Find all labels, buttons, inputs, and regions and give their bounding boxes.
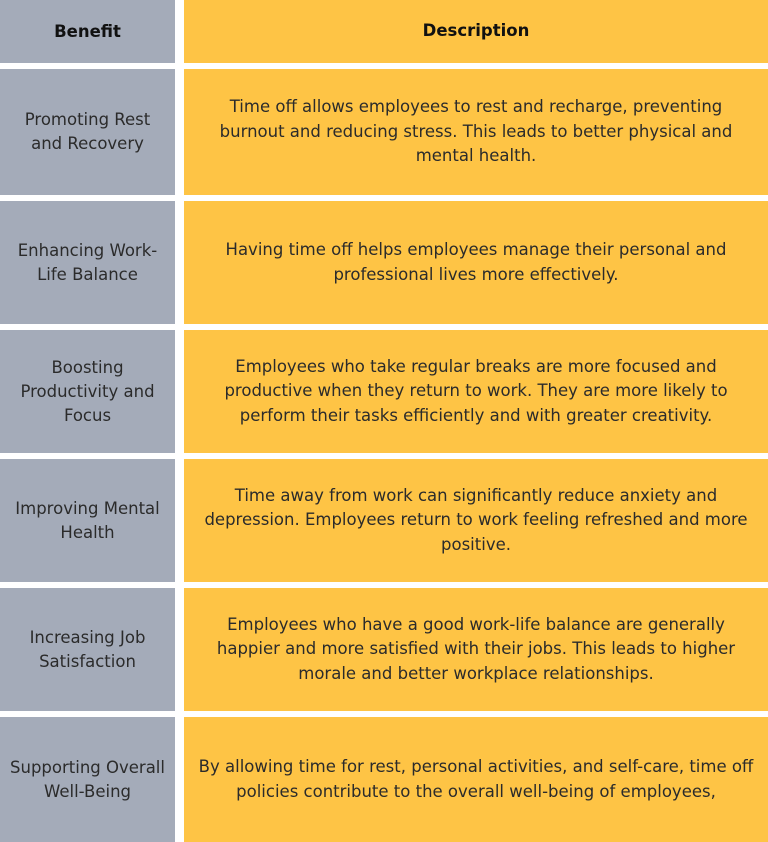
description-cell: Time off allows employees to rest and recharge, preventing burnout and reducing stress. This leads to better physical and mental health. [184,69,768,195]
benefit-cell: Increasing Job Satisfaction [0,588,175,711]
benefit-cell: Supporting Overall Well-Being [0,717,175,842]
description-cell: Time away from work can significantly reduce anxiety and depression. Employees return to work feeling refreshed and more positive. [184,459,768,582]
description-cell: By allowing time for rest, personal activities, and self-care, time off policies contribute to the overall well-being of employees, [184,717,768,842]
description-cell: Employees who have a good work-life balance are generally happier and more satisfied with their jobs. This leads to higher morale and better workplace relationships. [184,588,768,711]
benefit-cell: Boosting Productivity and Focus [0,330,175,453]
header-description: Description [184,0,768,63]
description-cell: Having time off helps employees manage their personal and professional lives more effectively. [184,201,768,324]
benefit-cell: Enhancing Work-Life Balance [0,201,175,324]
description-cell: Employees who take regular breaks are more focused and productive when they return to work. They are more likely to perform their tasks efficiently and with greater creativity. [184,330,768,453]
benefit-cell: Improving Mental Health [0,459,175,582]
header-benefit: Benefit [0,0,175,63]
benefit-cell: Promoting Rest and Recovery [0,69,175,195]
